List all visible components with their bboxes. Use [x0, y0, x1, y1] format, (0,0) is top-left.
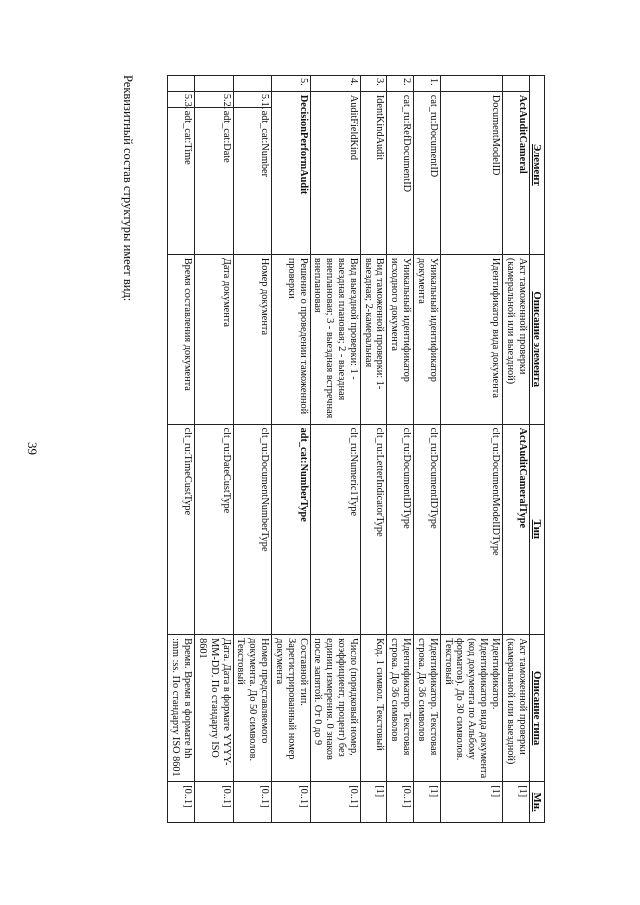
- cell-type: clt_ru:DocumentIDType: [414, 424, 441, 635]
- cell-num: [195, 76, 233, 92]
- cell-type: clt_ru:DocumentNumberType: [233, 424, 271, 635]
- cell-type: clt_ru:DocumentModelIDType: [440, 424, 502, 635]
- cell-type_desc: Дата. Дата в формате YYYY-MM-DD. По стандарту ISO 8601: [195, 635, 233, 782]
- cell-mult: [0..1]: [233, 782, 271, 823]
- cell-element_desc: Уникальный идентификатор исходного документа: [387, 254, 414, 424]
- table-row: [440, 76, 502, 823]
- cell-element: adt_cat:Time: [168, 107, 195, 254]
- cell-type_desc: Время. Время в формате hh :mm :ss. По стандарту ISO 8601: [168, 635, 195, 782]
- cell-element_desc: Решение о проведении таможенной проверки: [272, 254, 310, 424]
- header-type: Тип: [529, 424, 544, 635]
- cell-element: DocumentModelID: [440, 91, 502, 254]
- cell-num: [233, 76, 271, 92]
- cell-mult: [1]: [414, 782, 441, 823]
- header-type-desc: Описание типа: [529, 635, 544, 782]
- cell-num: 3.: [360, 76, 387, 92]
- cell-type_desc: Код. 1 символ. Текстовый: [360, 635, 387, 782]
- cell-num: [440, 76, 502, 92]
- cell-type_desc: Номер представляемого документа. До 50 символов. Текстовый: [233, 635, 271, 782]
- cell-type_desc: Идентификатор. Идентификатор вида документа (код документа по Альбому форматов). До 30 символов. Текстовый: [440, 635, 502, 782]
- cell-sub: 5.1.: [233, 91, 271, 107]
- header-element: Элемент: [529, 76, 544, 255]
- cell-element_desc: Уникальный идентификатор документа: [414, 254, 441, 424]
- cell-element: cat_ru:DocumentID: [414, 91, 441, 254]
- page-number: 39: [25, 442, 40, 455]
- requisite-table: [167, 75, 545, 823]
- cell-mult: [0..1]: [195, 782, 233, 823]
- cell-element: DecisionPerformAudit: [272, 91, 310, 254]
- cell-type: clt_ru:Numeric1Type: [310, 424, 360, 635]
- cell-mult: [0..1]: [387, 782, 414, 823]
- cell-element: ActAuditCameral: [502, 91, 529, 254]
- table-row: [272, 76, 310, 823]
- cell-element_desc: Вид таможенной проверки: 1-выездная; 2-камеральная: [360, 254, 387, 424]
- cell-mult: [0..1]: [272, 782, 310, 823]
- cell-type_desc: Идентификатор. Текстовая строка. До 36 символов: [387, 635, 414, 782]
- cell-element_desc: Акт таможенной проверки (камеральной или выездной): [502, 254, 529, 424]
- cell-mult: [0..1]: [168, 782, 195, 823]
- cell-element_desc: Дата документа: [195, 254, 233, 424]
- cell-element_desc: Вид выездной проверки: 1 - выездная плановая; 2 - выездная внеплановая; 3 - выездная встречная внеплановая: [310, 254, 360, 424]
- cell-num: [502, 76, 529, 92]
- table-row: [168, 76, 195, 823]
- table-row: [502, 76, 529, 823]
- table-row: [310, 76, 360, 823]
- table-header-row: [529, 76, 544, 823]
- cell-element: cat_ru:RefDocumentID: [387, 91, 414, 254]
- table-row: [360, 76, 387, 823]
- cell-type: adt_cat:NumberType: [272, 424, 310, 635]
- table-row: [233, 76, 271, 823]
- table-row: [195, 76, 233, 823]
- header-mult: Мн.: [529, 782, 544, 823]
- cell-sub: 5.3.: [168, 91, 195, 107]
- table-row: [387, 76, 414, 823]
- cell-element_desc: Номер документа: [233, 254, 271, 424]
- cell-mult: [1]: [502, 782, 529, 823]
- cell-element: adt_cat:Number: [233, 107, 271, 254]
- cell-element_desc: Идентификатор вида документа: [440, 254, 502, 424]
- cell-type_desc: Число (порядковый номер, коэффициент, процент) без единиц измерения. 0 знаков после запятой. От 0 до 9: [310, 635, 360, 782]
- cell-type_desc: Акт таможенной проверки (камеральной или выездной): [502, 635, 529, 782]
- cell-type: ActAuditCameralType: [502, 424, 529, 635]
- cell-mult: [1]: [440, 782, 502, 823]
- cell-num: [168, 76, 195, 92]
- table-row: [414, 76, 441, 823]
- cell-num: 5.: [272, 76, 310, 92]
- cell-num: 2.: [387, 76, 414, 92]
- cell-type_desc: Идентификатор. Текстовая строка. До 36 символов: [414, 635, 441, 782]
- cell-element_desc: Время составления документа: [168, 254, 195, 424]
- cell-mult: [1]: [360, 782, 387, 823]
- cell-type: clt_ru:TimeCustType: [168, 424, 195, 635]
- intro-text: Реквизитный состав структуры имеет вид:: [121, 75, 135, 302]
- cell-type: clt_ru:DateCustType: [195, 424, 233, 635]
- cell-element: IdentKindAudit: [360, 91, 387, 254]
- rotated-sheet: [121, 75, 545, 823]
- cell-type_desc: Составной тип. Зарегистрированный номер документа: [272, 635, 310, 782]
- cell-num: 1.: [414, 76, 441, 92]
- cell-type: clt_ru:DocumentIDType: [387, 424, 414, 635]
- cell-type: clt_ru:LetterIndicatorType: [360, 424, 387, 635]
- header-element-desc: Описание элемента: [529, 254, 544, 424]
- cell-mult: [0..1]: [310, 782, 360, 823]
- cell-element: AuditFieldKind: [310, 91, 360, 254]
- cell-num: 4.: [310, 76, 360, 92]
- cell-sub: 5.2.: [195, 91, 233, 107]
- cell-element: adt_cat:Date: [195, 107, 233, 254]
